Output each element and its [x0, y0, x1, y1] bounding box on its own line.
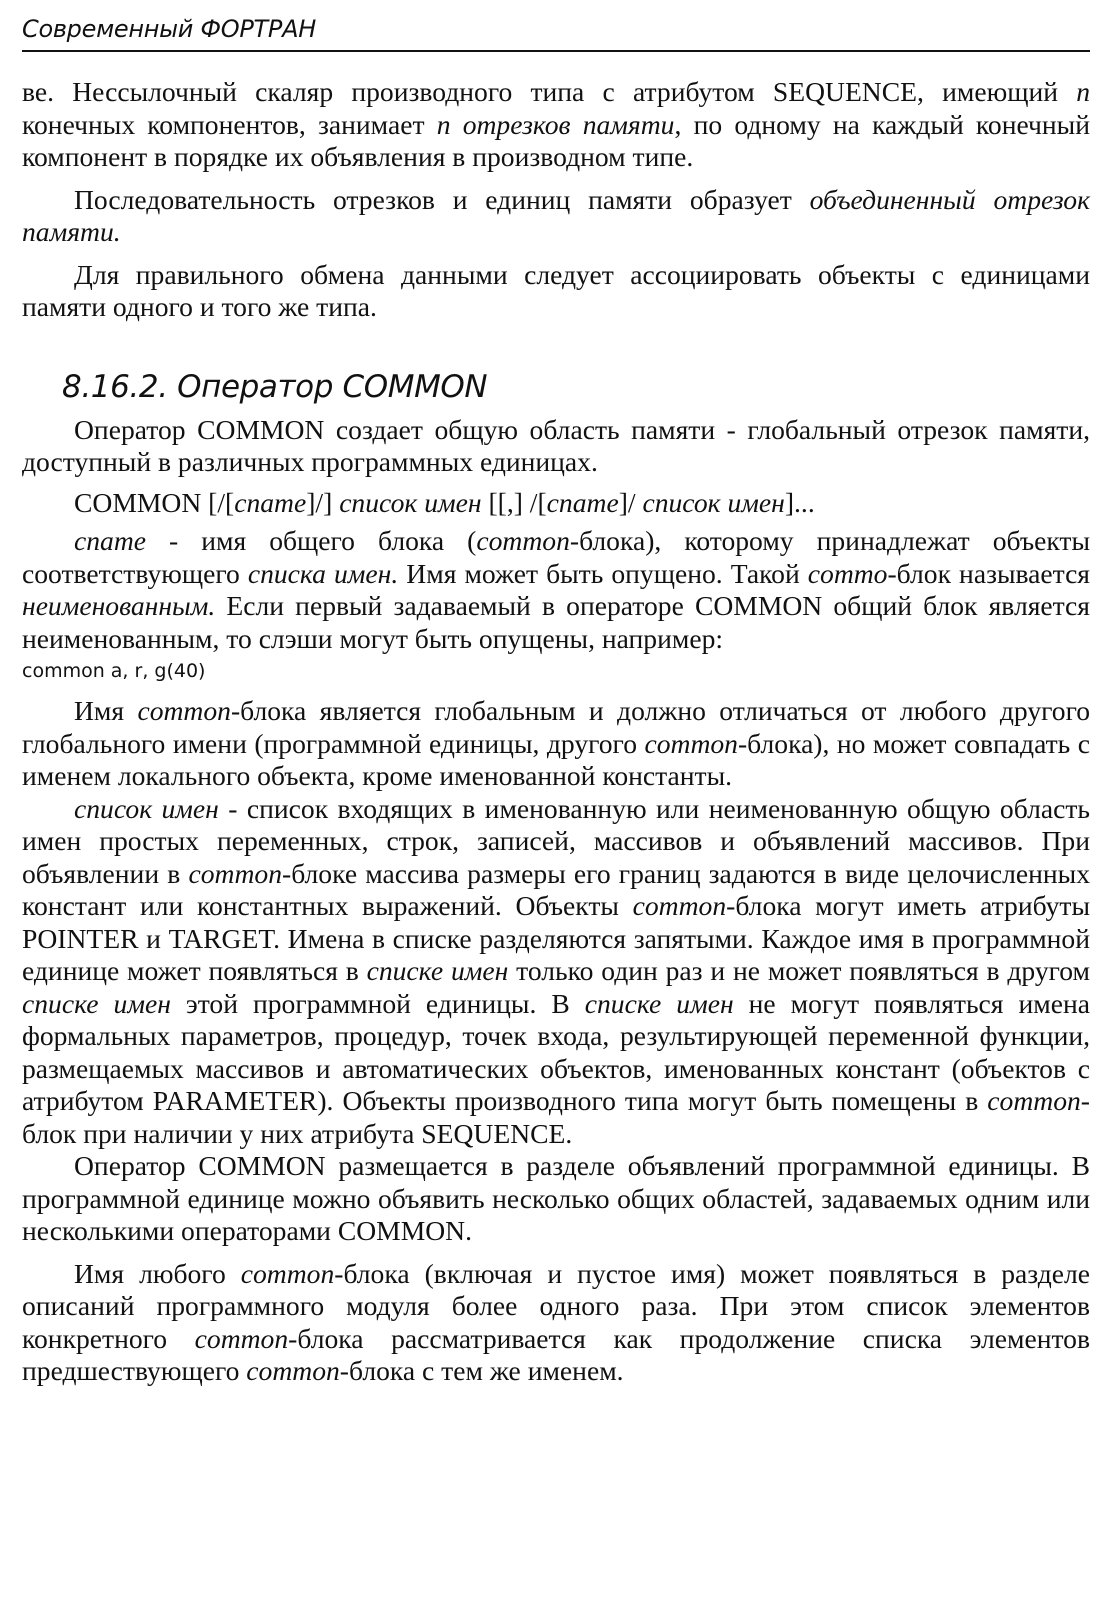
paragraph-global-name: Имя common-блока является глобальным и должно отличаться от любого другого глобального имени (программной единицы, другого common-блока), но может совпадать с именем локального объекта, кроме именованной константы. [22, 695, 1090, 791]
paragraph-cname: cname - имя общего блока (common-блока), которому принадлежат объекты соответствующего списка имен. Имя может быть опущено. Такой commo-блок называется неименованным. Если первый задаваемый в операторе COMMON общий блок является неименованным, то слэши могут быть опущены, например: [22, 525, 1091, 654]
paragraph-common-intro: Оператор COMMON создает общую область памяти - глобальный отрезок памяти, доступный в различных программных единицах. [22, 413, 1090, 477]
paragraph-data-exchange: Для правильного обмена данными следует ассоциировать объекты с единицами памяти одного и того же типа. [22, 258, 1090, 322]
paragraph-continuation: ве. Нессылочный скаляр производного типа с атрибутом SEQUENCE, имеющий n конечных компонентов, занимает n отрезков памяти, по одному на каждый конечный компонент в порядке их объявления в производном типе. [22, 76, 1090, 172]
paragraph-placement: Оператор COMMON размещается в разделе объявлений программной единицы. В программной единице можно объявить несколько общих областей, задаваемых одним или несколькими операторами COMMON. [22, 1150, 1090, 1246]
body-text [22, 76, 1090, 1388]
paragraph-name-list: список имен - список входящих в именованную или неименованную общую область имен простых переменных, строк, записей, массивов и объявлений массивов. При объявлении в common-блоке массива размеры его границ задаются в виде целочисленных констант или константных выражений. Объекты common-блока могут иметь атрибуты POINTER и TARGET. Имена в списке разделяются запятыми. Каждое имя в программной единице может появляться в списке имен только один раз и не может появляться в другом списке имен этой программной единицы. В списке имен не могут появляться имена формальных параметров, процедур, точек входа, результирующей переменной функции, размещаемых массивов и автоматических объектов, именованных констант (объектов с атрибутом PARAMETER). Объекты производного типа могут быть помещены в common-блок при наличии у них атрибута SEQUENCE. [22, 792, 1090, 1149]
code-example: common a, r, g(40) [22, 660, 206, 682]
paragraph-combined-segment: Последовательность отрезков и единиц памяти образует объединенный отрезок памяти. [22, 183, 1090, 247]
page [22, 0, 1090, 1388]
paragraph-repeat-name: Имя любого common-блока (включая и пустое имя) может появляться в разделе описаний программного модуля более одного раза. При этом список элементов конкретного common-блока рассматривается как продолжение списка элементов предшествующего common-блока с тем же именем. [22, 1257, 1090, 1386]
section-heading: 8.16.2. Оператор COMMON [62, 368, 488, 405]
syntax-line: COMMON [/[cname]/] список имен [[,] /[cname]/ список имен]... [74, 486, 815, 518]
running-head: Современный ФОРТРАН [22, 0, 1090, 52]
